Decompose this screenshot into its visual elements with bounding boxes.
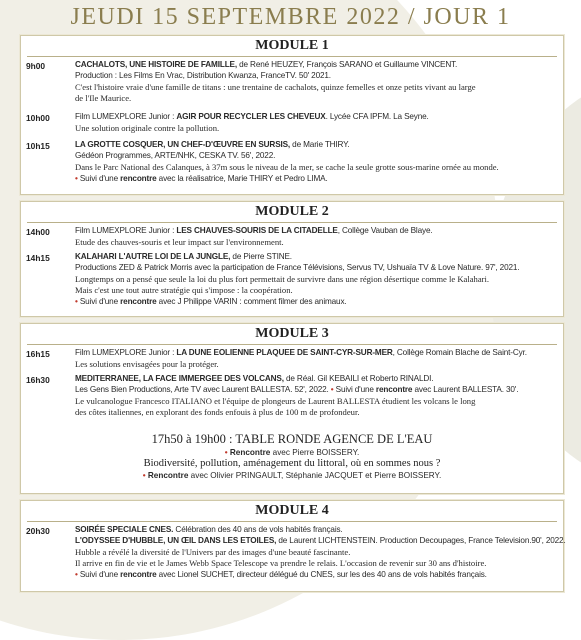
entry-line: Production : Les Films En Vrac, Distribution Kwanza, FranceTV. 50' 2021. xyxy=(75,71,331,80)
entry-line: Gédéon Programmes, ARTE/NHK, CESKA TV. 56', 2022. xyxy=(75,151,276,160)
module-title: MODULE 1 xyxy=(255,38,329,53)
film-title: CACHALOTS, UNE HISTOIRE DE FAMILLE, xyxy=(75,60,237,69)
entry-line: L'ODYSSEE D'HUBBLE, UN ŒIL DANS LES ETOILES, de Laurent LICHTENSTEIN. Production Decoupages, France Television.90', 2022. xyxy=(75,536,566,545)
module-4 xyxy=(20,500,564,592)
bullet-icon: • xyxy=(75,174,78,183)
bullet-icon: • xyxy=(75,297,78,306)
entry-time: 14h00 xyxy=(26,227,50,237)
film-title: L'ODYSSEE D'HUBBLE, UN ŒIL DANS LES ETOILES, xyxy=(75,536,277,545)
film-title: LA DUNE EOLIENNE PLAQUEE DE SAINT-CYR-SUR-MER xyxy=(176,348,393,357)
entry-time: 20h30 xyxy=(26,526,50,536)
table-ronde xyxy=(21,432,563,480)
entry-line: Une solution originale contre la pollution. xyxy=(75,123,220,133)
entry-line: Il arrive en fin de vie et le James Webb Space Telescope va prendre le relais. L'occasion de revenir sur 30 ans d'histoire. xyxy=(75,558,487,568)
event-title: SOIRÉE SPECIALE CNES. xyxy=(75,525,174,534)
entry-line: Film LUMEXPLORE Junior : AGIR POUR RECYCLER LES CHEVEUX. Lycée CFA IPFM. La Seyne. xyxy=(75,112,429,121)
entry-line: KALAHARI L'AUTRE LOI DE LA JUNGLE, de Pierre STINE. xyxy=(75,252,292,261)
module-3 xyxy=(20,323,564,494)
entry-line: • Suivi d'une rencontre avec J Philippe VARIN : comment filmer des animaux. xyxy=(75,297,347,306)
film-title: AGIR POUR RECYCLER LES CHEVEUX xyxy=(176,112,326,121)
entry-line: Hubble a révélé la diversité de l'Univers par des images d'une beauté fascinante. xyxy=(75,547,351,557)
film-title: LA GROTTE COSQUER, UN CHEF-D'ŒUVRE EN SURSIS, xyxy=(75,140,291,149)
module-2 xyxy=(20,201,564,317)
entry-line: Les Gens Bien Productions, Arte TV avec Laurent BALLESTA. 52', 2022. • Suivi d'une rencontre avec Laurent BALLESTA. 30'. xyxy=(75,385,519,394)
module-title: MODULE 4 xyxy=(255,503,329,518)
bullet-icon: • xyxy=(328,385,336,394)
entry-line: Dans le Parc National des Calanques, à 37m sous le niveau de la mer, se cache la seule grotte sous-marine ornée au monde. xyxy=(75,162,499,172)
entry-line: Film LUMEXPLORE Junior : LA DUNE EOLIENNE PLAQUEE DE SAINT-CYR-SUR-MER, Collège Romain Blache de Saint-Cyr. xyxy=(75,348,527,357)
entry-line: Les solutions envisagées pour la protéger. xyxy=(75,359,219,369)
entry-line: Film LUMEXPLORE Junior : LES CHAUVES-SOURIS DE LA CITADELLE, Collège Vauban de Blaye. xyxy=(75,226,433,235)
entry-line: des côtes italiennes, en explorant des fonds enfouis à plus de 100 m de profondeur. xyxy=(75,407,360,417)
film-title: KALAHARI L'AUTRE LOI DE LA JUNGLE, xyxy=(75,252,231,261)
entry-line: Mais c'est une tout autre stratégie qui s'impose : la coopération. xyxy=(75,285,293,295)
module-divider xyxy=(27,344,557,345)
entry-line: CACHALOTS, UNE HISTOIRE DE FAMILLE, de René HEUZEY, François SARANO et Guillaume VINCENT. xyxy=(75,60,458,69)
module-divider xyxy=(27,521,557,522)
film-title: LES CHAUVES-SOURIS DE LA CITADELLE xyxy=(176,226,338,235)
table-ronde-topic: Biodiversité, pollution, aménagement du littoral, où en sommes nous ? xyxy=(143,458,441,469)
table-ronde-line: • Rencontre avec Pierre BOISSERY. xyxy=(224,448,360,457)
module-divider xyxy=(27,56,557,57)
module-title: MODULE 2 xyxy=(255,204,329,219)
entry-line: LA GROTTE COSQUER, UN CHEF-D'ŒUVRE EN SURSIS, de Marie THIRY. xyxy=(75,140,350,149)
module-1 xyxy=(20,35,564,195)
entry-time: 16h30 xyxy=(26,375,50,385)
film-title: MEDITERRANEE, LA FACE IMMERGEE DES VOLCANS, xyxy=(75,374,284,383)
entry-time: 10h15 xyxy=(26,141,50,151)
entry-line: MEDITERRANEE, LA FACE IMMERGEE DES VOLCANS, de Réal. Gil KEBAILI et Roberto RINALDI. xyxy=(75,374,434,383)
bullet-icon: • xyxy=(224,448,228,457)
table-ronde-title: 17h50 à 19h00 : TABLE RONDE AGENCE DE L'EAU xyxy=(151,432,433,446)
entry-line: Etude des chauves-souris et leur impact sur l'environnement. xyxy=(75,237,284,247)
bullet-icon: • xyxy=(142,471,146,480)
entry-time: 16h15 xyxy=(26,349,50,359)
module-title: MODULE 3 xyxy=(255,326,329,341)
entry-line: SOIRÉE SPECIALE CNES. Célébration des 40 ans de vols habités français. xyxy=(75,525,343,534)
entry-time: 10h00 xyxy=(26,113,50,123)
entry-line: Productions ZED & Patrick Morris avec la participation de France Télévisions, Servus TV, Ushuaïa TV & Love Nature. 97', 2021. xyxy=(75,263,520,272)
entry-line: Le vulcanologue Francesco ITALIANO et l'équipe de plongeurs de Laurent BALLESTA étudient les volcans le long xyxy=(75,396,476,406)
page-title: JEUDI 15 SEPTEMBRE 2022 / JOUR 1 xyxy=(70,4,511,30)
bullet-icon: • xyxy=(75,570,78,579)
entry-line: • Suivi d'une rencontre avec Lionel SUCHET, directeur délégué du CNES, sur les des 40 ans de vols habités français. xyxy=(75,570,487,579)
table-ronde-line: • Rencontre avec Olivier PRINGAULT, Stéphanie JACQUET et Pierre BOISSERY. xyxy=(142,471,442,480)
entry-line: • Suivi d'une rencontre avec la réalisatrice, Marie THIRY et Pedro LIMA. xyxy=(75,174,328,183)
entry-time: 9h00 xyxy=(26,61,46,71)
module-divider xyxy=(27,222,557,223)
entry-time: 14h15 xyxy=(26,253,50,263)
entry-line: de l'Ile Maurice. xyxy=(75,93,132,103)
entry-line: Longtemps on a pensé que seule la loi du plus fort permettait de survivre dans une région désertique comme le Kalahari. xyxy=(75,274,490,284)
entry-line: C'est l'histoire vraie d'une famille de titans : une trentaine de cachalots, quinze femelles et onze petits vivant au large xyxy=(75,82,476,92)
